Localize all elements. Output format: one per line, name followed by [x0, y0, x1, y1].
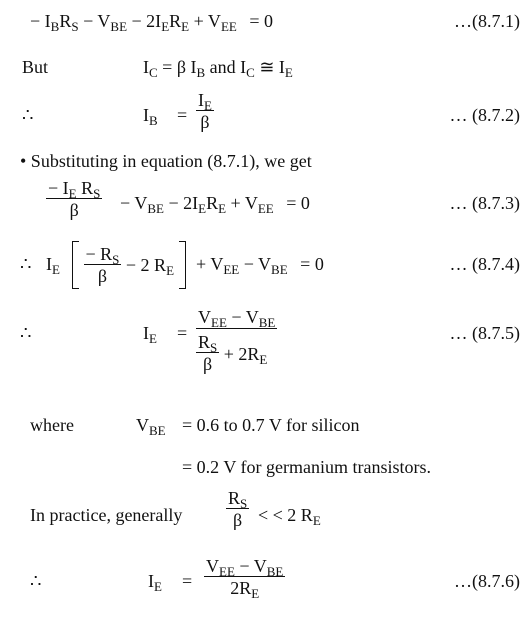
equals-sign: =	[177, 323, 188, 343]
eq-876-lhs: $I_E$	[148, 571, 162, 594]
therefore-symbol: ∴	[20, 254, 32, 274]
equation-8-7-3	[0, 178, 532, 228]
eq-876-fraction: $V_{EE} - V_{BE}$ $2R_E$	[206, 556, 284, 601]
eq-874-fraction: $\frac{- R_S}{\beta}$	[85, 243, 120, 286]
equation-8-7-2	[0, 90, 532, 140]
equation-8-7-5	[0, 306, 532, 386]
equals-sign: =	[177, 105, 188, 125]
equation-8-7-4	[0, 238, 532, 290]
right-bracket	[179, 241, 186, 289]
eq-874-bracket-group: $\frac{- R_S}{\beta}$ − 2 $R_E$	[72, 241, 186, 289]
where-word: where	[30, 415, 74, 435]
eq-872-tag: … (8.7.2)	[449, 105, 520, 125]
but-relation: $I_C = \beta$ $I_B$ and $I_C$ ≅ $I_E$	[143, 57, 293, 80]
where-vbe: $V_{BE}$	[136, 415, 166, 438]
eq-873-tag: … (8.7.3)	[449, 193, 520, 213]
where-silicon-value: = 0.6 to 0.7 V for silicon	[182, 415, 360, 435]
therefore-symbol: ∴	[20, 323, 32, 343]
eq-875-lhs: $I_E$	[143, 323, 157, 346]
eq-874-tag: … (8.7.4)	[449, 254, 520, 274]
eq-875-tag: … (8.7.5)	[449, 323, 520, 343]
eq-873-rest: − $V_{BE} - 2I_ER_E + V_{EE} = 0$	[120, 193, 310, 216]
eq-875-fraction: $V_{EE} - V_{BE}$ $\frac{R_S}{\beta}$ + $2R_E$	[198, 307, 276, 374]
where-germanium-value: = 0.2 V for germanium transistors.	[182, 457, 431, 477]
equals-sign: =	[182, 571, 193, 591]
eq-872-lhs: $I_B$	[143, 105, 158, 128]
practice-line	[0, 488, 532, 540]
eq-876-tag: …(8.7.6)	[454, 571, 520, 591]
left-bracket	[72, 241, 79, 289]
eq-873-fraction: $\frac{- I_E R_S}{\beta}$	[48, 178, 101, 220]
therefore-symbol: ∴	[22, 105, 34, 125]
eq-871-expression: − $I_BR_S - V_{BE} - 2I_ER_E + V_{EE} = 0$	[30, 11, 273, 34]
practice-text: In practice, generally	[30, 505, 183, 525]
eq-874-after: + $V_{EE} - V_{BE} = 0$	[196, 254, 324, 277]
but-word: But	[22, 57, 49, 77]
practice-fraction: $\frac{R_S}{\beta}$	[228, 488, 248, 530]
practice-inequality: < < 2 $R_E$	[258, 505, 321, 528]
substituting-text: • Substituting in equation (8.7.1), we get	[20, 151, 312, 171]
therefore-symbol: ∴	[30, 571, 42, 591]
eq-871-tag: …(8.7.1)	[454, 11, 520, 31]
equation-8-7-6	[0, 556, 532, 614]
eq-874-ie: $I_E$	[46, 254, 60, 277]
eq-872-fraction: $\frac{I_E}{\beta}$	[198, 90, 212, 132]
